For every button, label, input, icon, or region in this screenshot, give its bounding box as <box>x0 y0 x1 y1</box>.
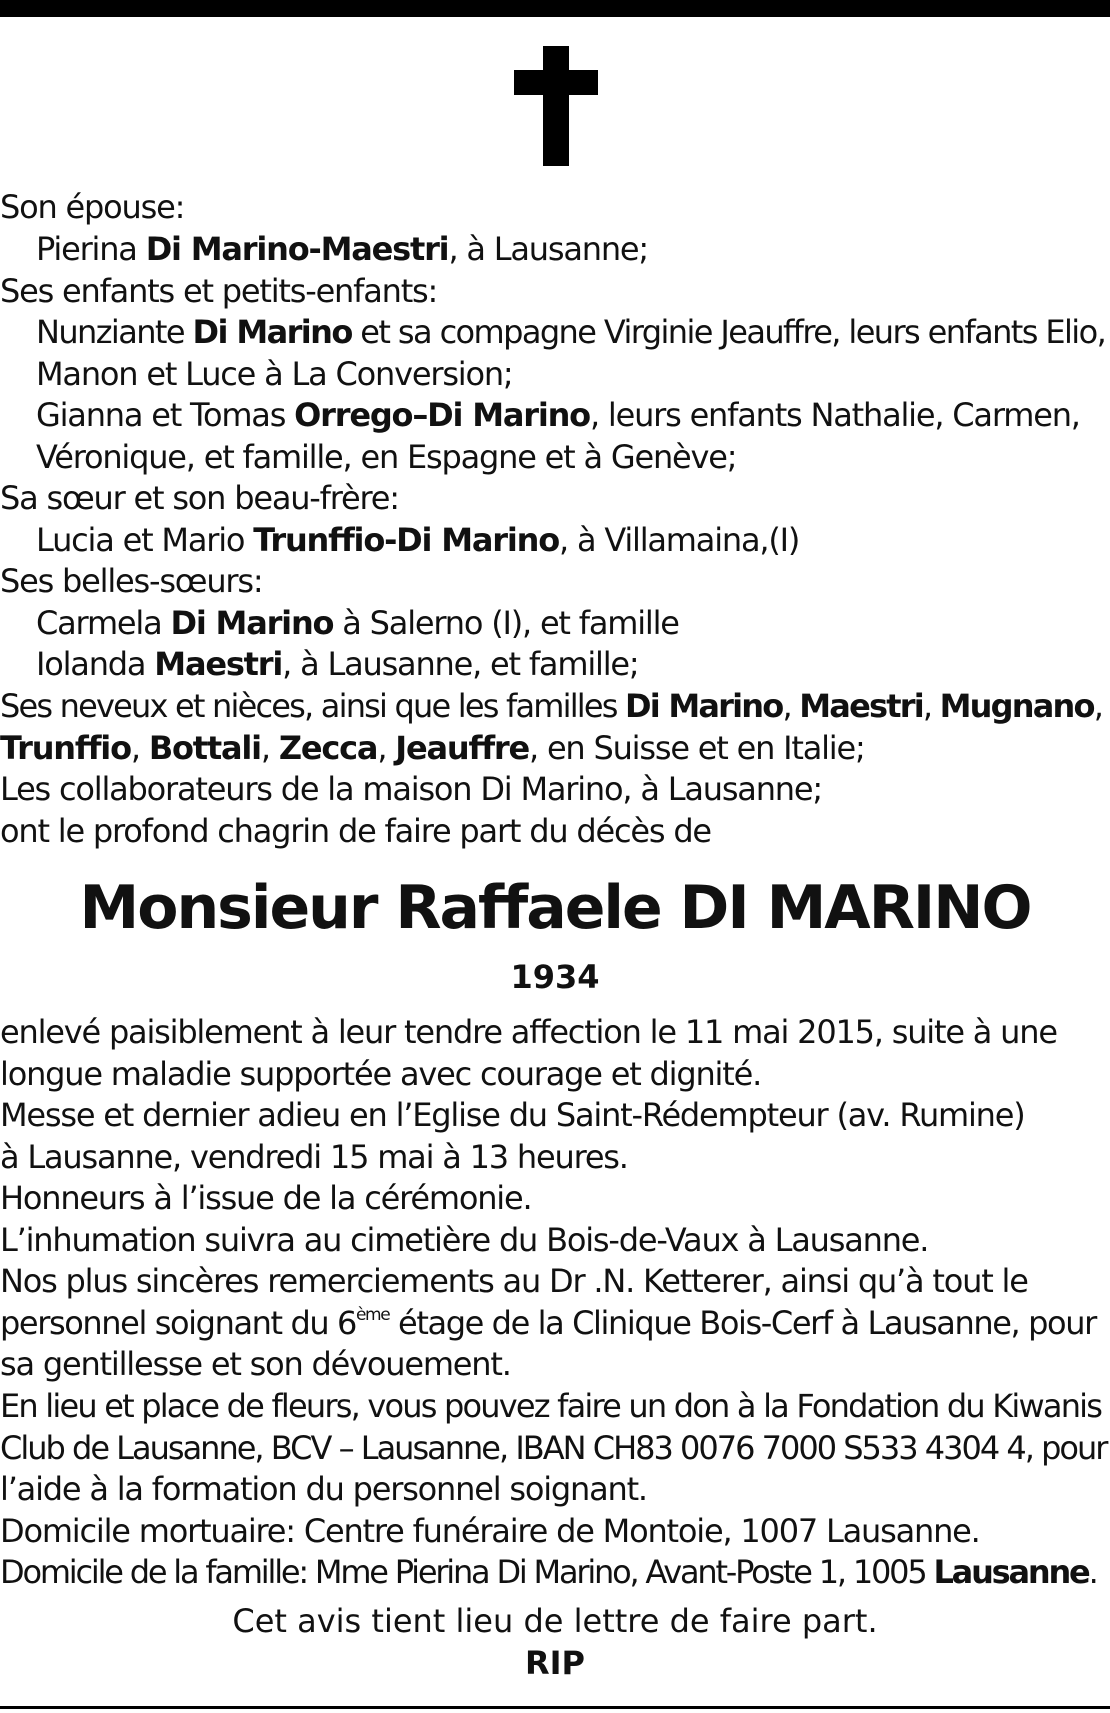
details-line: sa gentillesse et son dévouement. <box>0 1345 511 1383</box>
details-line: à Lausanne, vendredi 15 mai à 13 heures. <box>0 1138 628 1176</box>
details-line: personnel soignant du 6ème étage de la Clinique Bois-Cerf à Lausanne, pour <box>0 1304 1096 1342</box>
deceased-year: 1934 <box>510 958 600 996</box>
family-line: Ses belles-sœurs: <box>0 562 263 600</box>
family-line: Manon et Luce à La Conversion; <box>36 355 513 393</box>
family-line: Véronique, et famille, en Espagne et à Genève; <box>36 438 737 476</box>
details-line: enlevé paisiblement à leur tendre affection le 11 mai 2015, suite à une <box>0 1013 1057 1051</box>
rip-text: RIP <box>525 1644 585 1682</box>
details-line: Domicile de la famille: Mme Pierina Di Marino, Avant-Poste 1, 1005 Lausanne. <box>0 1553 1097 1591</box>
cross-vertical-bar <box>543 46 569 166</box>
details-line: Club de Lausanne, BCV – Lausanne, IBAN CH83 0076 7000 S533 4304 4, pour <box>0 1429 1107 1467</box>
family-line: Les collaborateurs de la maison Di Marino, à Lausanne; <box>0 770 822 808</box>
details-line: Nos plus sincères remerciements au Dr .N. Ketterer, ainsi qu’à tout le <box>0 1262 1028 1300</box>
family-line: ont le profond chagrin de faire part du décès de <box>0 812 711 850</box>
bottom-border-rule <box>0 1706 1110 1709</box>
family-line: Lucia et Mario Trunffio-Di Marino, à Villamaina,(I) <box>36 521 800 559</box>
family-line: Nunziante Di Marino et sa compagne Virginie Jeauffre, leurs enfants Elio, <box>36 313 1106 351</box>
family-line: Ses neveux et nièces, ainsi que les familles Di Marino, Maestri, Mugnano, <box>0 687 1103 725</box>
top-border-rule <box>0 0 1110 17</box>
details-line: Honneurs à l’issue de la cérémonie. <box>0 1179 532 1217</box>
family-line: Iolanda Maestri, à Lausanne, et famille; <box>36 645 639 683</box>
details-line: L’inhumation suivra au cimetière du Bois-de-Vaux à Lausanne. <box>0 1221 929 1259</box>
family-line: Son épouse: <box>0 188 185 226</box>
details-line: Domicile mortuaire: Centre funéraire de Montoie, 1007 Lausanne. <box>0 1512 980 1550</box>
family-line: Sa sœur et son beau-frère: <box>0 479 399 517</box>
family-line: Pierina Di Marino-Maestri, à Lausanne; <box>36 230 648 268</box>
details-line: l’aide à la formation du personnel soignant. <box>0 1470 647 1508</box>
details-line: longue maladie supportée avec courage et dignité. <box>0 1055 762 1093</box>
notice-text: Cet avis tient lieu de lettre de faire part. <box>232 1602 878 1640</box>
details-line: En lieu et place de fleurs, vous pouvez faire un don à la Fondation du Kiwanis <box>0 1387 1102 1425</box>
family-line: Trunffio, Bottali, Zecca, Jeauffre, en Suisse et en Italie; <box>0 729 865 767</box>
family-line: Gianna et Tomas Orrego–Di Marino, leurs enfants Nathalie, Carmen, <box>36 396 1080 434</box>
family-line: Carmela Di Marino à Salerno (I), et famille <box>36 604 679 642</box>
cross-horizontal-bar <box>514 70 598 95</box>
details-line: Messe et dernier adieu en l’Eglise du Saint-Rédempteur (av. Rumine) <box>0 1096 1025 1134</box>
deceased-name: Monsieur Raffaele DI MARINO <box>79 873 1031 943</box>
family-line: Ses enfants et petits-enfants: <box>0 272 438 310</box>
latin-cross-icon <box>514 46 598 166</box>
